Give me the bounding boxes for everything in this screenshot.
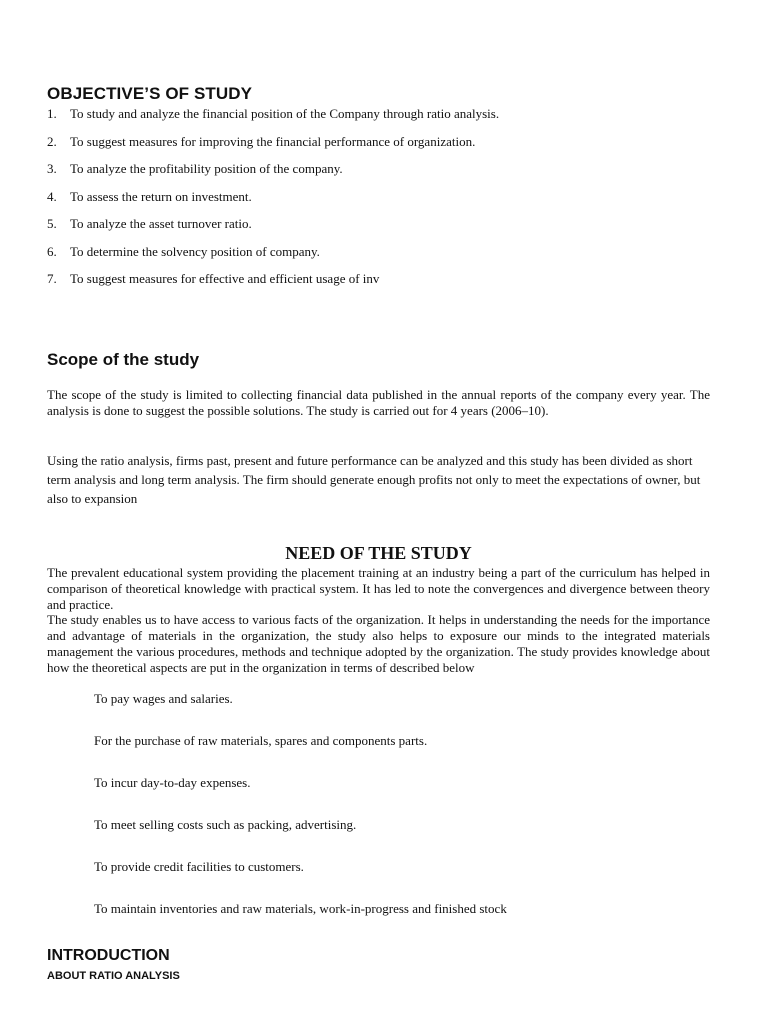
objective-item <box>47 270 727 298</box>
scope-paragraph-2: Using the ratio analysis, firms past, present and future performance can be analyzed and this study has been divided as short term analysis and long term analysis. The firm should generate enough profits not only to meet the expectations of owner, but also to expansion <box>47 453 701 506</box>
introduction-heading: INTRODUCTION <box>47 947 170 964</box>
objective-number: 1. <box>47 106 57 121</box>
need-items-list <box>94 690 507 942</box>
objective-item <box>47 243 727 271</box>
need-item: To pay wages and salaries. <box>94 691 233 706</box>
objective-number: 3. <box>47 161 57 176</box>
objective-text: To suggest measures for improving the financial performance of organization. <box>70 133 476 149</box>
introduction-subheading: ABOUT RATIO ANALYSIS <box>47 970 180 982</box>
objective-text: To determine the solvency position of company. <box>70 243 320 259</box>
need-item: To provide credit facilities to customers. <box>94 859 304 874</box>
objective-number: 2. <box>47 133 57 149</box>
objective-number: 6. <box>47 243 57 259</box>
need-paragraph-2: The study enables us to have access to various facts of the organization. It helps in understanding the needs for the importance and advantage of materials in the organization, the study also helps to exposure our minds to the integrated materials management the various procedures, methods and technique adopted by the organization. The study provides knowledge about how the theoretical aspects are put in the organization in terms of described below <box>47 612 710 675</box>
need-item: To incur day-to-day expenses. <box>94 775 251 790</box>
scope-heading: Scope of the study <box>47 350 200 369</box>
objectives-list <box>47 105 727 298</box>
need-paragraph-1: The prevalent educational system providing the placement training at an industry being a part of the curriculum has helped in comparison of theoretical knowledge with practical system. It has led to note the convergences and divergence between theory and practice. <box>47 565 710 612</box>
need-item: For the purchase of raw materials, spares and components parts. <box>94 733 428 748</box>
objective-number: 4. <box>47 188 57 204</box>
objective-item <box>47 215 727 243</box>
objective-number: 5. <box>47 216 57 231</box>
need-item: To meet selling costs such as packing, advertising. <box>94 817 357 832</box>
objectives-heading: OBJECTIVE’S OF STUDY <box>47 84 253 103</box>
objective-number: 7. <box>47 271 57 286</box>
need-item: To maintain inventories and raw materials, work-in-progress and finished stock <box>94 901 507 916</box>
objective-text: To suggest measures for effective and efficient usage of inv <box>70 271 380 286</box>
need-heading: NEED OF THE STUDY <box>285 543 472 563</box>
objective-text: To assess the return on investment. <box>70 188 252 204</box>
objective-item <box>47 188 727 216</box>
scope-paragraph-1: The scope of the study is limited to collecting financial data published in the annual reports of the company every year. The analysis is done to suggest the possible solutions. The study is carried out for 4 years (2006–10). <box>47 387 710 418</box>
objective-text: To analyze the asset turnover ratio. <box>70 216 252 231</box>
objective-item <box>47 160 727 188</box>
objective-text: To analyze the profitability position of the company. <box>70 161 343 176</box>
objective-item <box>47 105 727 133</box>
objective-text: To study and analyze the financial position of the Company through ratio analysis. <box>70 106 500 121</box>
objective-item <box>47 133 727 161</box>
